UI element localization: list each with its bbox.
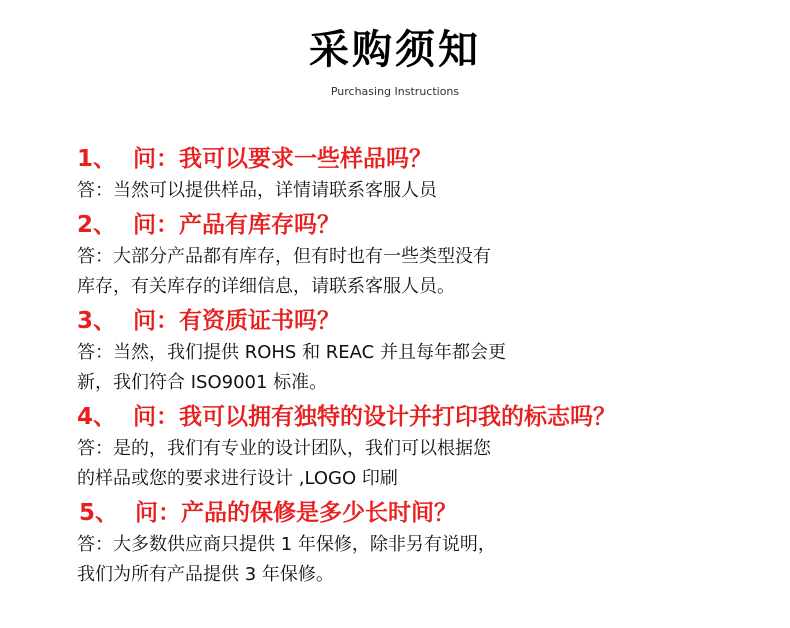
faq-question-text: 问：我可以拥有独特的设计并打印我的标志吗？ bbox=[133, 404, 616, 430]
faq-item-3 bbox=[77, 304, 777, 398]
faq-question-text: 问：产品的保修是多少长时间？ bbox=[135, 500, 457, 526]
faq-answer-line: 答：是的，我们有专业的设计团队，我们可以根据您 bbox=[77, 438, 491, 459]
faq-question-4 bbox=[77, 400, 777, 434]
faq-answer-line: 答：大多数供应商只提供 1 年保修，除非另有说明， bbox=[77, 534, 496, 555]
faq-number: 1、 bbox=[77, 146, 117, 172]
faq-question-text: 问：有资质证书吗？ bbox=[133, 308, 340, 334]
faq-item-2 bbox=[77, 208, 777, 302]
faq-item-4 bbox=[77, 400, 777, 494]
faq-answer-line: 答：当然可以提供样品，详情请联系客服人员 bbox=[77, 180, 437, 201]
faq-number: 2、 bbox=[77, 212, 117, 238]
faq-question-5 bbox=[77, 496, 777, 530]
faq-item-5 bbox=[77, 496, 777, 590]
page-subtitle: Purchasing Instructions bbox=[330, 85, 460, 98]
faq-answer-line: 答：当然，我们提供 ROHS 和 REAC 并且每年都会更 bbox=[77, 342, 506, 363]
faq-answer-line: 新，我们符合 ISO9001 标准。 bbox=[77, 372, 328, 393]
faq-answer-line: 库存，有关库存的详细信息，请联系客服人员。 bbox=[77, 276, 455, 297]
faq-list bbox=[77, 142, 777, 592]
faq-answer-line: 答：大部分产品都有库存，但有时也有一些类型没有 bbox=[77, 246, 491, 267]
faq-question-text: 问：我可以要求一些样品吗？ bbox=[133, 146, 432, 172]
faq-question-3 bbox=[77, 304, 777, 338]
faq-question-1 bbox=[77, 142, 777, 176]
faq-answer-line: 的样品或您的要求进行设计 ,LOGO 印刷 bbox=[77, 468, 398, 489]
faq-question-2 bbox=[77, 208, 777, 242]
faq-item-1 bbox=[77, 142, 777, 206]
faq-number: 5、 bbox=[79, 500, 119, 526]
faq-question-text: 问：产品有库存吗？ bbox=[133, 212, 340, 238]
faq-answer-line: 我们为所有产品提供 3 年保修。 bbox=[77, 564, 334, 585]
page-header bbox=[0, 22, 790, 100]
page-title: 采购须知 bbox=[309, 27, 481, 73]
faq-number: 4、 bbox=[77, 404, 117, 430]
faq-number: 3、 bbox=[77, 308, 117, 334]
